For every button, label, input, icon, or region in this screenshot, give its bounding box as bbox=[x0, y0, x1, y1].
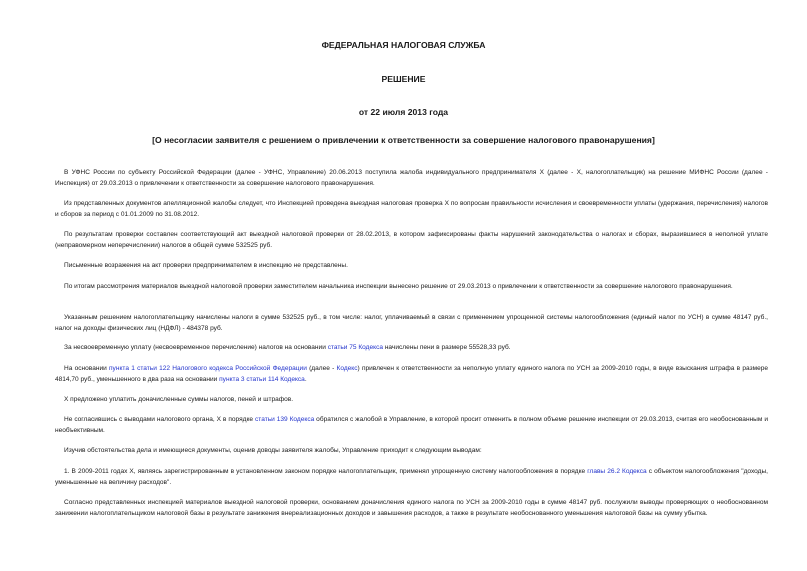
document-date: от 22 июля 2013 года bbox=[358, 107, 449, 117]
paragraph-1: В УФНС России по субъекту Российской Федерации (далее - УФНС, Управление) 20.06.2013 поступила жалоба индивидуального предпринимателя Х (далее - Х, налогоплательщик) на решение МИФНС России (далее - Инспекция) от 29.03.2013 о привлечении к ответственности за совершение налогового правонарушения. bbox=[55, 169, 768, 188]
paragraph-13: Согласно представленных инспекцией материалов выездной налоговой проверки, основанием доначисления единого налога по УСН за 2009-2010 годы в сумме 48147 руб. послужили выводы проверяющих о необоснованном занижении налогоплательщиком налоговой базы в результате занижения внереализационных доходов и завышения расходов, а также в результате необоснованного уменьшения налоговой базы на сумму убытка. bbox=[55, 499, 768, 518]
link-article-122[interactable]: пункта 1 статьи 122 Налогового кодекса Российской Федерации bbox=[109, 365, 307, 372]
paragraph-12: 1. В 2009-2011 годах Х, являясь зарегистрированным в установленном законом порядке налогоплательщик, применял упрощенную систему налогообложения в порядке главы 26.2 Кодекса с объектом налогообложения "доходы, уменьшенные на величину расходов". bbox=[55, 468, 768, 487]
paragraph-3: По результатам проверки составлен соответствующий акт выездной налоговой проверки от 28.02.2013, в котором зафиксированы факты нарушений законодательства о налогах и сборах, выразившиеся в неполной уплате (неправомерном неперечислении) налогов в общей сумме 532525 руб. bbox=[55, 231, 768, 250]
paragraph-6: Указанным решением налогоплательщику начислены налоги в сумме 532525 руб., в том числе: налог, уплачиваемый в связи с применением упрощенной системы налогообложения (единый налог по УСН) в сумме 48147 руб., налог на доходы физических лиц (НДФЛ) - 484378 руб. bbox=[55, 314, 768, 333]
link-chapter-26-2[interactable]: главы 26.2 Кодекса bbox=[587, 468, 647, 475]
link-article-139[interactable]: статьи 139 Кодекса bbox=[255, 416, 315, 423]
paragraph-2: Из представленных документов апелляционной жалобы следует, что Инспекцией проведена выездная налоговая проверка Х по вопросам правильности исчисления и своевременности уплаты (удержания, перечисления) налогов и сборов за период с 01.01.2009 по 31.08.2012. bbox=[55, 200, 768, 219]
paragraph-5: По итогам рассмотрения материалов выездной налоговой проверки заместителем начальника инспекции вынесено решение от 29.03.2013 о привлечении к ответственности за совершение налогового правонарушения. bbox=[64, 283, 733, 290]
paragraph-10: Не согласившись с выводами налогового органа, Х в порядке статьи 139 Кодекса обратился с жалобой в Управление, в которой просит отменить в полном объеме решение инспекции от 29.03.2013, считая его необоснованным и необъективным. bbox=[55, 416, 769, 435]
paragraph-9: Х предложено уплатить доначисленные суммы налогов, пеней и штрафов. bbox=[64, 396, 294, 403]
link-article-114[interactable]: пункта 3 статьи 114 Кодекса bbox=[219, 376, 305, 384]
link-kodeks[interactable]: Кодекс bbox=[336, 365, 358, 372]
paragraph-11: Изучив обстоятельства дела и имеющиеся документы, оценив доводы заявителя жалобы, Управление приходит к следующим выводам: bbox=[64, 447, 482, 454]
paragraph-8: На основании пункта 1 статьи 122 Налогового кодекса Российской Федерации (далее - Кодекс) привлечен к ответственности за неполную уплату единого налога по УСН за 2009-2010 годы, в виде взыскания штрафа в размере 4814,70 руб., уменьшенного в два раза на основании пункта 3 статьи 114 Кодекса. bbox=[55, 365, 768, 384]
paragraph-4: Письменные возражения на акт проверки предпринимателем в инспекцию не представлены. bbox=[64, 262, 348, 269]
paragraph-7: За несвоевременную уплату (несвоевременное перечисление) налогов на основании статьи 75 Кодекса начислены пени в размере 55528,33 руб. bbox=[64, 344, 511, 351]
link-article-75[interactable]: статьи 75 Кодекса bbox=[327, 344, 383, 351]
document-subject: [О несогласии заявителя с решением о привлечении к ответственности за совершение налогового правонарушения] bbox=[152, 135, 655, 145]
document-type: РЕШЕНИЕ bbox=[381, 74, 426, 84]
agency-title: ФЕДЕРАЛЬНАЯ НАЛОГОВАЯ СЛУЖБА bbox=[321, 40, 486, 50]
